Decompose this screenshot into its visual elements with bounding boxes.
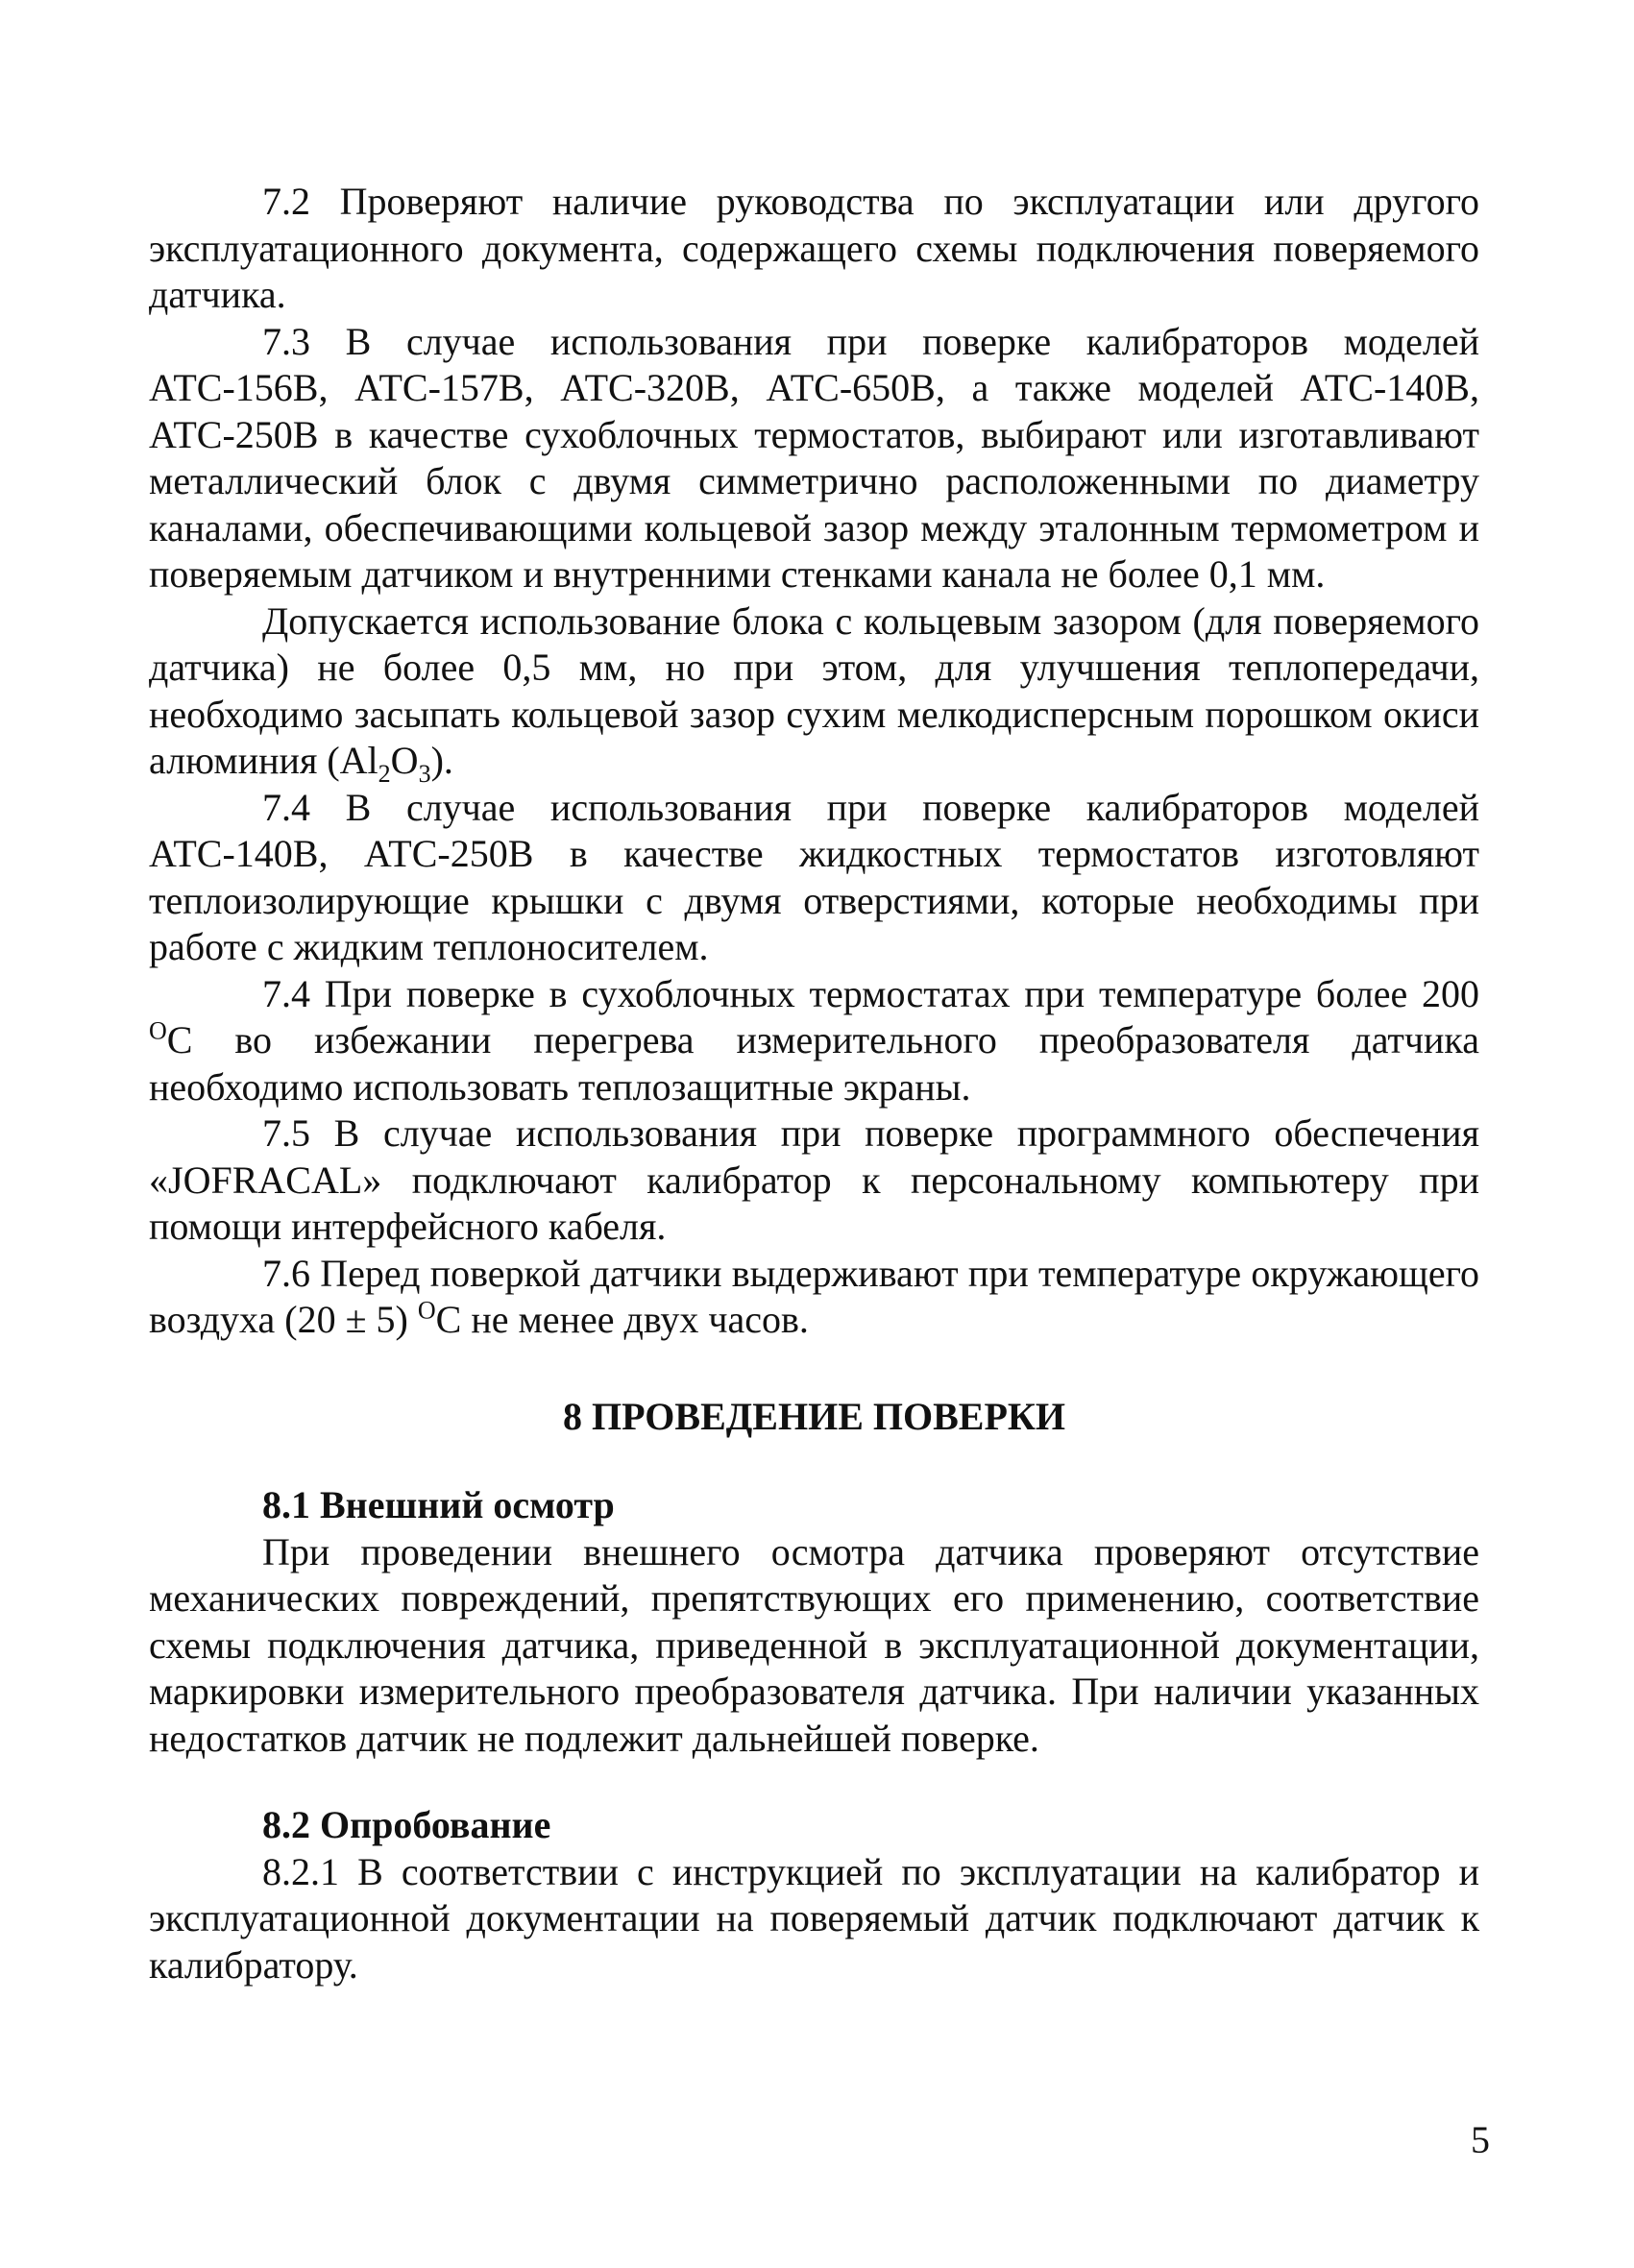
oxygen-symbol: O xyxy=(390,739,419,782)
page-number: 5 xyxy=(1471,2118,1490,2161)
paragraph-7-6-start: 7.6 Перед поверкой датчики выдерживают при температуре окружающего воздуха (20 ± 5) xyxy=(149,1251,1479,1341)
paragraph-7-4-liquid: 7.4 В случае использования при поверке калибраторов моделей АТС-140В, АТС-250В в качестве жидкостных термостатов изготовляют теплоизолирующие крышки с двумя отверстиями, которые необходимы при работе с жидким теплоносителем. xyxy=(149,785,1479,968)
paragraph-7-4-end: С во избежании перегрева измерительного преобразователя датчика необходимо использовать теплозащитные экраны. xyxy=(149,1018,1479,1109)
section-8-title: 8 ПРОВЕДЕНИЕ ПОВЕРКИ xyxy=(562,1394,1066,1438)
degree-sign: О xyxy=(149,1016,167,1045)
subscript-2: 2 xyxy=(378,760,391,788)
paragraph-7-6 xyxy=(149,1251,1479,1344)
paragraph-7-4-start: 7.4 При поверке в сухоблочных термостатах при температуре более 200 xyxy=(262,971,1479,1015)
paragraph-7-4-dry-block xyxy=(149,971,1479,1111)
paragraph-dopuskaetsya-end: ). xyxy=(430,739,453,782)
subsection-8-2-title: 8.2 Опробование xyxy=(262,1803,551,1846)
paragraph-8-2-1: 8.2.1 В соответствии с инструкцией по эксплуатации на калибратор и эксплуатационной документации на поверяемый датчик подключают датчик к калибратору. xyxy=(149,1849,1479,1987)
paragraph-dopuskaetsya-text: Допускается использование блока с кольцевым зазором (для поверяемого датчика) не более 0,5 мм, но при этом, для улучшения теплопередачи, необходимо засыпать кольцевой зазор сухим мелкодисперсным порошком окиси алюминия (Al xyxy=(149,598,1479,782)
paragraph-7-3: 7.3 В случае использования при поверке калибраторов моделей АТС-156В, АТС-157В, АТС-320В, АТС-650В, а также моделей АТС-140В, АТС-250В в качестве сухоблочных термостатов, выбирают или изготавливают металлический блок с двумя симметрично расположенными по диаметру каналами, обеспечивающими кольцевой зазор между эталонным термометром и поверяемым датчиком и внутренними стенками канала не более 0,1 мм. xyxy=(149,319,1479,596)
subsection-8-1-title: 8.1 Внешний осмотр xyxy=(262,1483,615,1526)
page-content xyxy=(149,179,1479,1988)
subscript-3: 3 xyxy=(418,760,431,788)
paragraph-7-2: 7.2 Проверяют наличие руководства по эксплуатации или другого эксплуатационного документа, содержащего схемы подключения поверяемого датчика. xyxy=(149,180,1479,316)
paragraph-7-5: 7.5 В случае использования при поверке программного обеспечения «JOFRACAL» подключают калибратор к персональному компьютеру при помощи интерфейсного кабеля. xyxy=(149,1111,1479,1248)
paragraph-dopuskaetsya xyxy=(149,598,1479,788)
degree-sign: О xyxy=(417,1296,436,1325)
paragraph-8-1: При проведении внешнего осмотра датчика проверяют отсутствие механических повреждений, препятствующих его применению, соответствие схемы подключения датчика, приведенной в эксплуатационной документации, маркировки измерительного преобразователя датчика. При наличии указанных недостатков датчик не подлежит дальнейшей поверке. xyxy=(149,1529,1479,1760)
paragraph-7-6-end: С не менее двух часов. xyxy=(435,1298,809,1341)
